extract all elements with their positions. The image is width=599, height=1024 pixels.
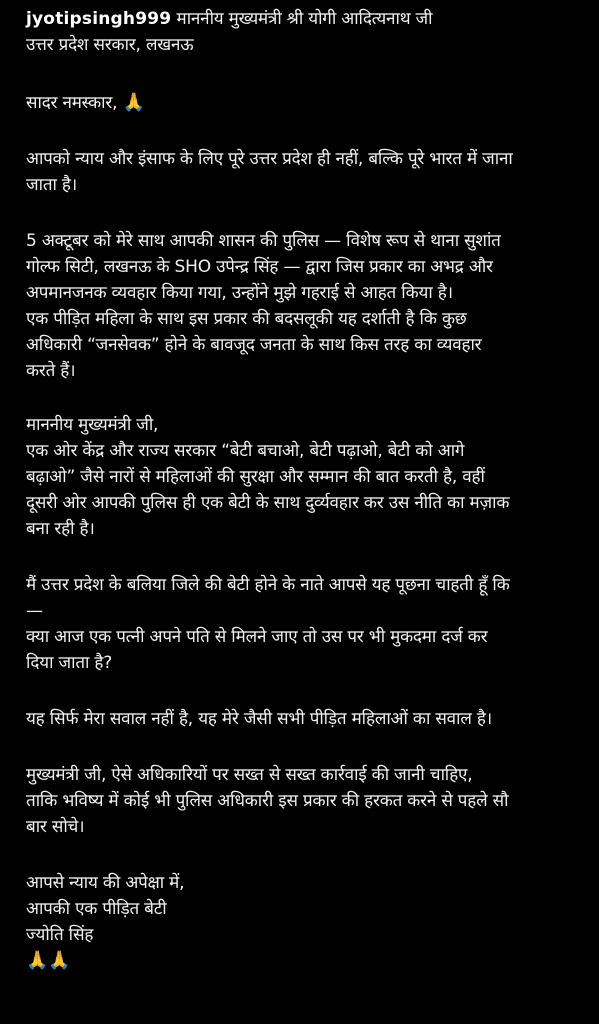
paragraph-line: —	[26, 601, 43, 621]
paragraph-line: जाता है।	[26, 175, 77, 195]
username-link[interactable]: jyotipsingh999	[26, 9, 172, 29]
paragraph-line: यह सिर्फ मेरा सवाल नहीं है, यह मेरे जैसी सभी पीड़ित महिलाओं का सवाल है।	[26, 709, 492, 729]
signoff-signature: ज्योति सिंह	[26, 925, 94, 945]
header-line-2: उत्तर प्रदेश सरकार, लखनऊ	[26, 35, 194, 55]
paragraph-line: एक ओर केंद्र और राज्य सरकार “बेटी बचाओ, बेटी पढ़ाओ, बेटी को आगे	[26, 441, 465, 461]
paragraph-4	[26, 572, 589, 676]
paragraph-line: माननीय मुख्यमंत्री जी,	[26, 415, 159, 435]
paragraph-line: करते हैं।	[26, 361, 76, 381]
paragraph-line: बना रही है।	[26, 519, 95, 539]
paragraph-line: अधिकारी “जनसेवक” होने के बावजूद जनता के साथ किस तरह का व्यवहार	[26, 335, 482, 355]
paragraph-line: बार सोचे।	[26, 817, 85, 837]
paragraph-line: ताकि भविष्य में कोई भी पुलिस अधिकारी इस प्रकार की हरकत करने से पहले सौ	[26, 791, 509, 811]
paragraph-5	[26, 706, 589, 732]
header-line-1	[26, 6, 589, 32]
paragraph-line: आपको न्याय और इंसाफ के लिए पूरे उत्तर प्रदेश ही नहीं, बल्कि पूरे भारत में जाना	[26, 149, 513, 169]
paragraph-line: क्या आज एक पत्नी अपने पति से मिलने जाए तो उस पर भी मुकदमा दर्ज कर	[26, 627, 488, 647]
greeting	[26, 90, 589, 116]
paragraph-line: एक पीड़ित महिला के साथ इस प्रकार की बदसलूकी यह दर्शाती है कि कुछ	[26, 309, 467, 329]
signoff	[26, 870, 589, 974]
paragraph-line: 5 अक्टूबर को मेरे साथ आपकी शासन की पुलिस — विशेष रूप से थाना सुशांत	[26, 231, 501, 251]
paragraph-line: अपमानजनक व्यवहार किया गया, उन्होंने मुझे गहराई से आहत किया है।	[26, 283, 453, 303]
paragraph-line: दूसरी ओर आपकी पुलिस ही एक बेटी के साथ दुर्व्यवहार कर उस नीति का मज़ाक	[26, 493, 510, 513]
signoff-line: आपकी एक पीड़ित बेटी	[26, 899, 167, 919]
signoff-line: आपसे न्याय की अपेक्षा में,	[26, 873, 185, 893]
paragraph-line: गोल्फ सिटी, लखनऊ के SHO उपेन्द्र सिंह — द्वारा जिस प्रकार का अभद्र और	[26, 257, 493, 277]
paragraph-line: मैं उत्तर प्रदेश के बलिया जिले की बेटी होने के नाते आपसे यह पूछना चाहती हूँ कि	[26, 575, 510, 595]
paragraph-line: दिया जाता है?	[26, 653, 113, 673]
folded-hands-icon: 🙏	[122, 92, 145, 113]
folded-hands-icon: 🙏🙏	[26, 950, 71, 971]
paragraph-3	[26, 412, 589, 542]
caption-header	[26, 6, 589, 58]
paragraph-2	[26, 228, 589, 384]
paragraph-line: बढ़ाओ” जैसे नारों से महिलाओं की सुरक्षा और सम्मान की बात करती है, वहीं	[26, 467, 485, 487]
addressee-text: माननीय मुख्यमंत्री श्री योगी आदित्यनाथ जी	[176, 9, 433, 29]
paragraph-line: मुख्यमंत्री जी, ऐसे अधिकारियों पर सख्त से सख्त कार्रवाई की जानी चाहिए,	[26, 765, 473, 785]
paragraph-6	[26, 762, 589, 840]
paragraph-1	[26, 146, 589, 198]
greeting-text: सादर नमस्कार,	[26, 93, 118, 113]
